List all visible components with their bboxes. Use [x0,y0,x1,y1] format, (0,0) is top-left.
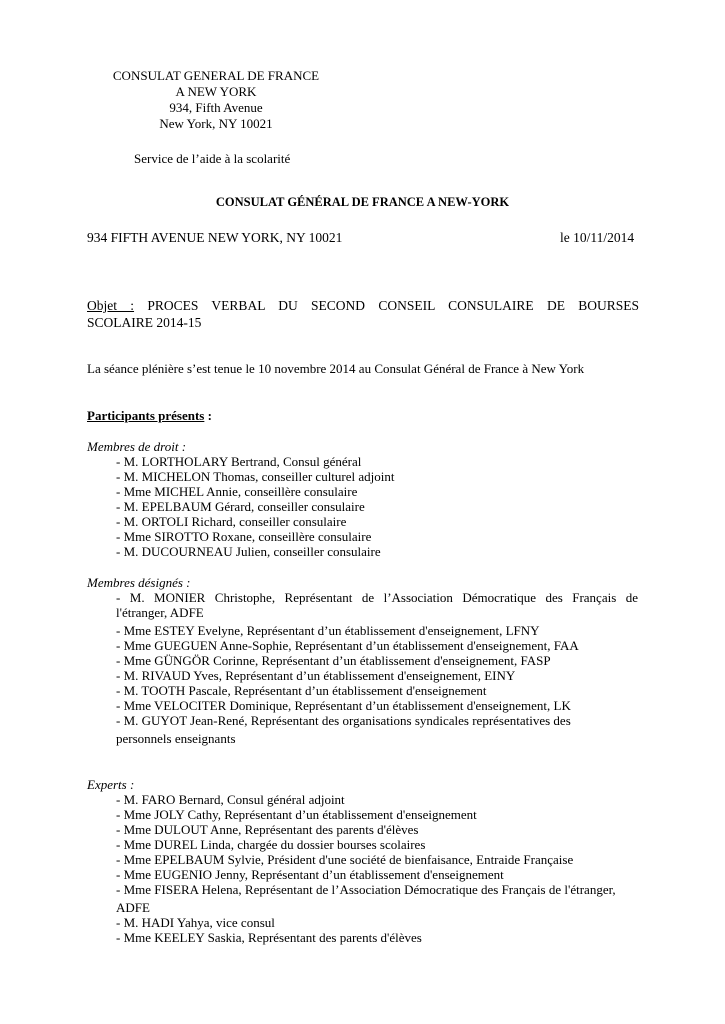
list-item: - Mme SIROTTO Roxane, conseillère consulaire [116,529,372,544]
list-item: - Mme JOLY Cathy, Représentant d’un établissement d'enseignement [116,807,477,822]
service-name: Service de l’aide à la scolarité [134,151,291,166]
session-statement: La séance plénière s’est tenue le 10 novembre 2014 au Consulat Général de France à New York [87,361,585,376]
list-item-continuation: ADFE [116,900,150,915]
list-item: - Mme KEELEY Saskia, Représentant des parents d'élèves [116,930,422,945]
list-item: - M. EPELBAUM Gérard, conseiller consulaire [116,499,365,514]
subject-text-line-2: SCOLAIRE 2014-15 [87,315,202,330]
membres-droit-heading: Membres de droit : [87,439,187,454]
participants-suffix: : [204,408,212,423]
letterhead-line-1: CONSULAT GENERAL DE FRANCE [112,68,320,83]
list-item: - Mme MICHEL Annie, conseillère consulaire [116,484,358,499]
participants-label: Participants présents [87,408,205,423]
list-item: - Mme GUEGUEN Anne-Sophie, Représentant d’un établissement d'enseignement, FAA [116,638,579,653]
subject-label: Objet : [87,298,135,313]
list-item: - Mme EPELBAUM Sylvie, Président d'une société de bienfaisance, Entraide Française [116,852,574,867]
subject-line [87,297,639,314]
list-item-continuation: l'étranger, ADFE [116,605,204,620]
list-item: - M. FARO Bernard, Consul général adjoint [116,792,345,807]
experts-heading: Experts : [87,777,135,792]
list-item: - Mme EUGENIO Jenny, Représentant d’un établissement d'enseignement [116,867,504,882]
list-item: - Mme VELOCITER Dominique, Représentant d’un établissement d'enseignement, LK [116,698,571,713]
list-item: - M. RIVAUD Yves, Représentant d’un établissement d'enseignement, EINY [116,668,516,683]
list-item: - M. LORTHOLARY Bertrand, Consul général [116,454,362,469]
list-item: - M. MICHELON Thomas, conseiller culturel adjoint [116,469,395,484]
participants-heading [87,408,212,423]
letterhead-line-4: New York, NY 10021 [159,116,273,131]
list-item: - M. HADI Yahya, vice consul [116,915,275,930]
address: 934 FIFTH AVENUE NEW YORK, NY 10021 [87,230,343,245]
list-item: - M. GUYOT Jean-René, Représentant des organisations syndicales représentatives des [116,713,571,728]
list-item: - M. MONIER Christophe, Représentant de l’Association Démocratique des Français de [116,590,638,605]
date: le 10/11/2014 [560,230,635,245]
list-item: - Mme ESTEY Evelyne, Représentant d’un établissement d'enseignement, LFNY [116,623,540,638]
list-item: - M. TOOTH Pascale, Représentant d’un établissement d'enseignement [116,683,487,698]
list-item-continuation: personnels enseignants [116,731,236,746]
letterhead-line-2: A NEW YORK [175,84,257,99]
list-item: - Mme DUREL Linda, chargée du dossier bourses scolaires [116,837,426,852]
list-item: - M. ORTOLI Richard, conseiller consulaire [116,514,347,529]
letterhead-line-3: 934, Fifth Avenue [169,100,263,115]
document-title: CONSULAT GÉNÉRAL DE FRANCE A NEW-YORK [215,195,510,209]
subject-text-line-1: PROCES VERBAL DU SECOND CONSEIL CONSULAIRE DE BOURSES [147,298,640,313]
list-item: - Mme GÜNGÖR Corinne, Représentant d’un établissement d'enseignement, FASP [116,653,551,668]
list-item: - M. DUCOURNEAU Julien, conseiller consulaire [116,544,381,559]
list-item: - Mme FISERA Helena, Représentant de l’Association Démocratique des Français de l'étranger, [116,882,616,897]
list-item: - Mme DULOUT Anne, Représentant des parents d'élèves [116,822,419,837]
membres-designes-heading: Membres désignés : [87,575,191,590]
letterhead [96,68,336,132]
